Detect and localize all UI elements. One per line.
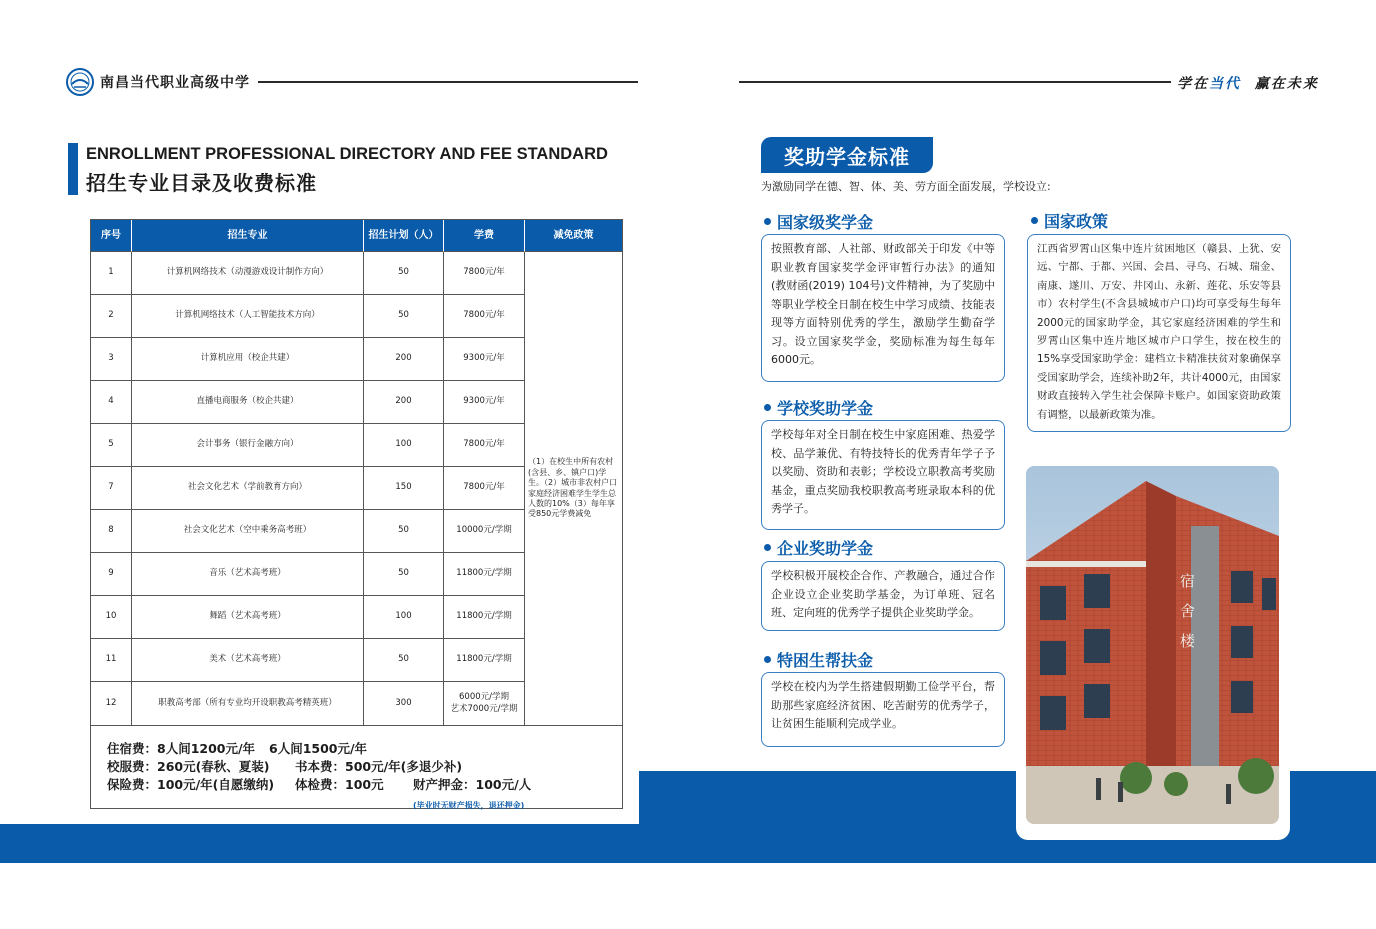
row-no: 12 bbox=[91, 682, 132, 726]
table-header-row bbox=[91, 220, 622, 252]
row-fee: 11800元/学期 bbox=[444, 596, 525, 639]
fee-medical: 体检费：100元 bbox=[295, 777, 384, 792]
row-fee: 10000元/学期 bbox=[444, 510, 525, 553]
row-fee: 7800元/年 bbox=[444, 467, 525, 510]
header-major: 招生专业 bbox=[132, 220, 364, 252]
row-fee: 9300元/年 bbox=[444, 381, 525, 424]
bullet-icon bbox=[764, 544, 771, 551]
row-fee bbox=[444, 682, 525, 726]
section-title-text: 国家级奖学金 bbox=[777, 213, 874, 232]
row-major: 计算机网络技术（动漫游戏设计制作方向） bbox=[132, 252, 364, 295]
row-no: 1 bbox=[91, 252, 132, 295]
title-english: ENROLLMENT PROFESSIONAL DIRECTORY AND FEE STANDARD bbox=[86, 145, 608, 163]
row-major: 社会文化艺术（空中乘务高考班） bbox=[132, 510, 364, 553]
section-title-enterprise bbox=[764, 536, 873, 559]
section-title-school bbox=[764, 396, 873, 419]
section-title-text: 企业奖助学金 bbox=[777, 539, 874, 558]
dormitory-building-illustration bbox=[1026, 466, 1279, 824]
fee-uniform: 校服费：260元(春秋、夏装) bbox=[107, 759, 270, 774]
row-major: 舞蹈（艺术高考班） bbox=[132, 596, 364, 639]
section-title-text: 特困生帮扶金 bbox=[777, 651, 874, 670]
building-sign-char-3: 楼 bbox=[1180, 632, 1196, 650]
national-scholarship-box: 按照教育部、人社部、财政部关于印发《中等职业教育国家奖学金评审暂行办法》的通知(教财函(2019) 104号)文件精神，为了奖励中等职业学校全日制在校生中学习成绩、技能表现等方面特别优秀的学生，激励学生勤奋学习。设立国家奖学金，奖励标准为每生每年6000元。 bbox=[761, 234, 1005, 382]
row-fee: 7800元/年 bbox=[444, 252, 525, 295]
row-major: 职教高考部（所有专业均开设职教高考精英班） bbox=[132, 682, 364, 726]
row-plan: 50 bbox=[364, 295, 444, 338]
building-sign-char-1: 宿 bbox=[1180, 572, 1196, 590]
row-plan: 50 bbox=[364, 510, 444, 553]
row-plan: 200 bbox=[364, 338, 444, 381]
fee-accommodation-6: 6人间1500元/年 bbox=[269, 741, 368, 756]
row-major: 美术（艺术高考班） bbox=[132, 639, 364, 682]
header-rule-left bbox=[258, 81, 638, 83]
enrollment-table bbox=[90, 219, 623, 809]
bullet-icon bbox=[764, 218, 771, 225]
poverty-aid-box: 学校在校内为学生搭建假期勤工俭学平台，帮助那些家庭经济贫困、吃苦耐劳的优秀学子，让贫困生能顺利完成学业。 bbox=[761, 672, 1005, 747]
building-sign-char-2: 舍 bbox=[1180, 602, 1196, 620]
row-no: 11 bbox=[91, 639, 132, 682]
row-major: 计算机应用（校企共建） bbox=[132, 338, 364, 381]
fee-insurance: 保险费：100元/年(自愿缴纳) bbox=[107, 777, 275, 792]
header-policy: 减免政策 bbox=[525, 220, 622, 252]
school-logo-icon bbox=[66, 68, 94, 96]
row-plan: 100 bbox=[364, 596, 444, 639]
header-plan: 招生计划（人） bbox=[364, 220, 444, 252]
row-major: 直播电商服务（校企共建） bbox=[132, 381, 364, 424]
bullet-icon bbox=[1031, 217, 1038, 224]
row-fee: 7800元/年 bbox=[444, 424, 525, 467]
scholarship-title: 奖助学金标准 bbox=[761, 137, 933, 173]
row-no: 8 bbox=[91, 510, 132, 553]
row-plan: 100 bbox=[364, 424, 444, 467]
slogan-part-2: 赢在未来 bbox=[1254, 76, 1319, 92]
row-fee-line-1: 6000元/学期 bbox=[459, 692, 509, 703]
dormitory-photo bbox=[1026, 466, 1279, 824]
reduction-policy-cell: （1）在校生中所有农村(含县、乡、镇户口)学生。（2）城市非农村户口家庭经济困难学生学生总人数的10%（3）每年享受850元学费减免 bbox=[525, 252, 622, 726]
row-plan: 150 bbox=[364, 467, 444, 510]
row-major: 计算机网络技术（人工智能技术方向） bbox=[132, 295, 364, 338]
row-plan: 50 bbox=[364, 553, 444, 596]
fee-accommodation: 住宿费：8人间1200元/年 bbox=[107, 741, 256, 756]
row-no: 3 bbox=[91, 338, 132, 381]
row-plan: 50 bbox=[364, 639, 444, 682]
school-header bbox=[66, 68, 250, 96]
row-no: 7 bbox=[91, 467, 132, 510]
row-no: 10 bbox=[91, 596, 132, 639]
fee-deposit: 财产押金：100元/人 bbox=[413, 777, 532, 792]
header-fee: 学费 bbox=[444, 220, 525, 252]
title-chinese: 招生专业目录及收费标准 bbox=[86, 171, 317, 195]
fee-books: 书本费：500元/年(多退少补) bbox=[295, 759, 463, 774]
other-fees bbox=[91, 726, 622, 808]
bullet-icon bbox=[764, 404, 771, 411]
row-plan: 300 bbox=[364, 682, 444, 726]
row-no: 9 bbox=[91, 553, 132, 596]
title-accent-bar bbox=[68, 143, 78, 195]
row-fee: 11800元/学期 bbox=[444, 553, 525, 596]
row-major: 音乐（艺术高考班） bbox=[132, 553, 364, 596]
enterprise-scholarship-box: 学校积极开展校企合作、产教融合，通过合作企业设立企业奖助学基金，为订单班、冠名班、定向班的优秀学子提供企业奖助学金。 bbox=[761, 561, 1005, 631]
row-fee: 11800元/学期 bbox=[444, 639, 525, 682]
section-title-text: 国家政策 bbox=[1044, 212, 1109, 231]
section-title-national bbox=[764, 210, 873, 233]
row-fee: 9300元/年 bbox=[444, 338, 525, 381]
row-no: 4 bbox=[91, 381, 132, 424]
header-rule-right bbox=[739, 81, 1171, 83]
row-major: 会计事务（银行金融方向） bbox=[132, 424, 364, 467]
slogan-part-1: 学在 bbox=[1177, 76, 1209, 92]
row-plan: 50 bbox=[364, 252, 444, 295]
section-title-poverty bbox=[764, 648, 873, 671]
national-policy-box: 江西省罗霄山区集中连片贫困地区（赣县、上犹、安远、宁都、于都、兴国、会昌、寻乌、石城、瑞金、南康、遂川、万安、井冈山、永新、莲花、乐安等县市）农村学生(不含县城城市户口)均可享受每生每年2000元的国家助学金，其它家庭经济困难的学生和罗霄山区集中连片地区城市户口学生，按在校生的15%享受国家助学金：建档立卡精准扶贫对象确保享受国家助学会，连续补助2年，共计4000元，由国家财政直接转入学生社会保障卡账户。如国家资助政策有调整，以最新政策为准。 bbox=[1027, 234, 1291, 432]
school-name: 南昌当代职业高级中学 bbox=[100, 75, 250, 91]
header-no: 序号 bbox=[91, 220, 132, 252]
slogan bbox=[1177, 73, 1319, 93]
row-fee: 7800元/年 bbox=[444, 295, 525, 338]
slogan-highlight: 当代 bbox=[1209, 76, 1241, 92]
scholarship-intro: 为激励同学在德、智、体、美、劳方面全面发展，学校设立: bbox=[761, 180, 1051, 193]
bullet-icon bbox=[764, 656, 771, 663]
row-major: 社会文化艺术（学前教育方向） bbox=[132, 467, 364, 510]
row-fee-line-2: 艺术7000元/学期 bbox=[450, 703, 518, 714]
row-plan: 200 bbox=[364, 381, 444, 424]
section-title-policy bbox=[1031, 209, 1108, 232]
school-scholarship-box: 学校每年对全日制在校生中家庭困难、热爱学校、品学兼优、有特技特长的优秀青年学子予以奖励、资助和表彰；学校设立职教高考奖励基金，重点奖励我校职教高考班录取本科的优秀学子。 bbox=[761, 420, 1005, 530]
section-title-text: 学校奖助学金 bbox=[777, 399, 874, 418]
deposit-note: (毕业时无财产损失，退还押金) bbox=[413, 801, 525, 810]
row-no: 2 bbox=[91, 295, 132, 338]
row-no: 5 bbox=[91, 424, 132, 467]
